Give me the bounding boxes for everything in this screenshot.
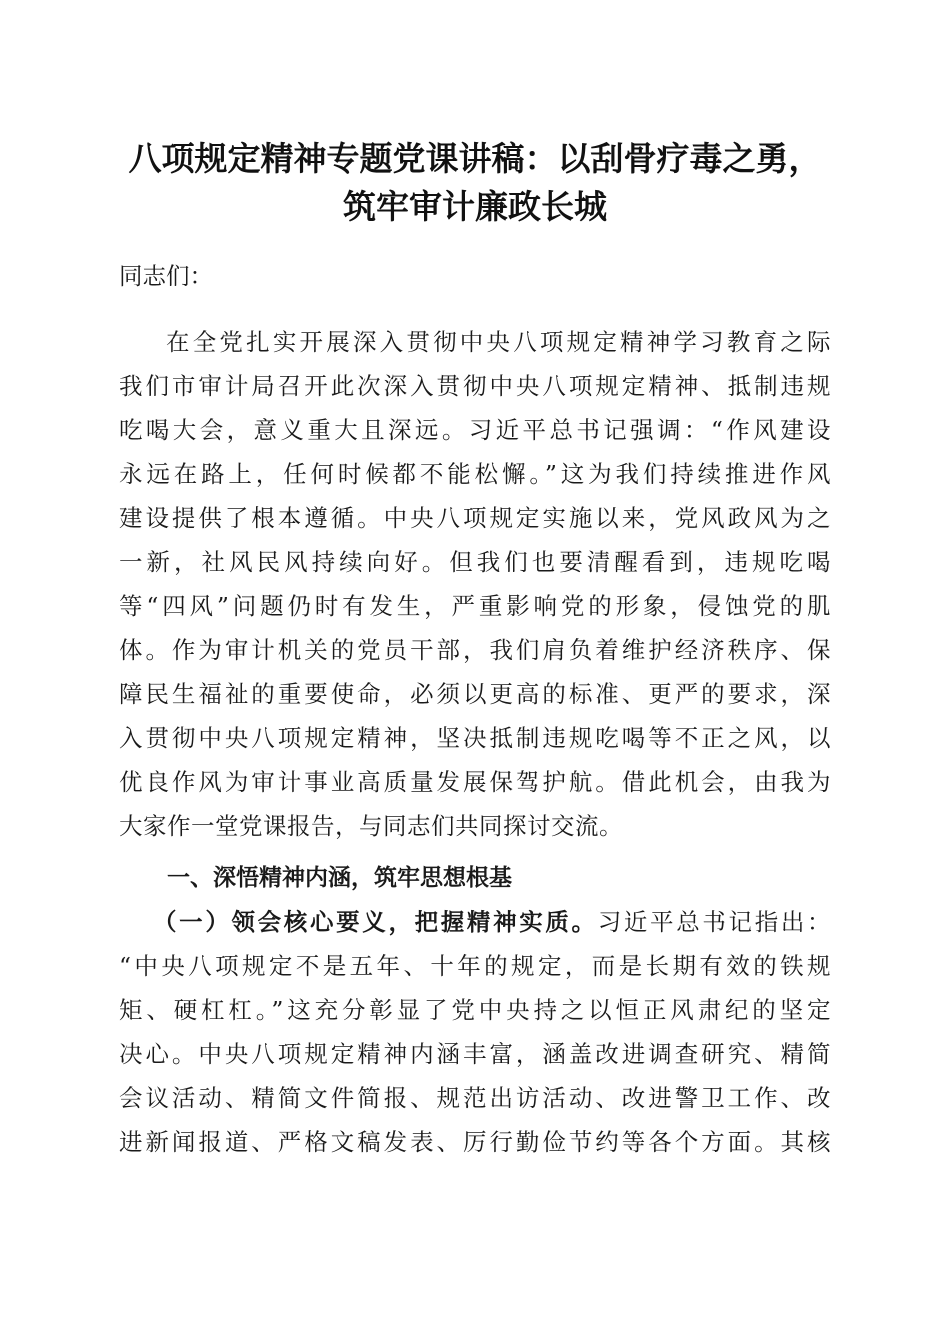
document-title-line-2: 筑牢审计廉政长城 — [343, 187, 607, 226]
subheading-lead: （一）领会核心要义，把握精神实质。 — [153, 908, 598, 936]
paragraph-line: 决心。中央八项规定精神内涵丰富，涵盖改进调查研究、精简 — [119, 1040, 831, 1068]
salutation: 同志们： — [119, 262, 213, 290]
paragraph-line: 吃喝大会，意义重大且深远。习近平总书记强调：“作风建设 — [119, 416, 831, 444]
paragraph-line: 永远在路上，任何时候都不能松懈。”这为我们持续推进作风 — [119, 460, 831, 488]
paragraph-line: 优良作风为审计事业高质量发展保驾护航。借此机会，由我为 — [119, 768, 831, 796]
paragraph-line: 建设提供了根本遵循。中央八项规定实施以来，党风政风为之 — [119, 504, 831, 532]
paragraph-line: 等“四风”问题仍时有发生，严重影响党的形象，侵蚀党的肌 — [119, 592, 831, 620]
paragraph-line: 一新，社风民风持续向好。但我们也要清醒看到，违规吃喝 — [119, 548, 831, 576]
paragraph-line: 大家作一堂党课报告，与同志们共同探讨交流。 — [119, 812, 623, 840]
paragraph-line-rest: 习近平总书记指出： — [597, 908, 832, 936]
document-title-line-1: 八项规定精神专题党课讲稿：以刮骨疗毒之勇， — [128, 139, 822, 178]
paragraph-line: 体。作为审计机关的党员干部，我们肩负着维护经济秩序、保 — [119, 636, 831, 664]
paragraph-line: “中央八项规定不是五年、十年的规定，而是长期有效的铁规 — [119, 952, 831, 980]
paragraph-line: 进新闻报道、严格文稿发表、厉行勤俭节约等各个方面。其核 — [119, 1128, 831, 1156]
paragraph-line: 我们市审计局召开此次深入贯彻中央八项规定精神、抵制违规 — [119, 372, 831, 400]
paragraph-line: 入贯彻中央八项规定精神，坚决抵制违规吃喝等不正之风，以 — [119, 724, 831, 752]
paragraph-line: 在全党扎实开展深入贯彻中央八项规定精神学习教育之际 — [166, 328, 831, 356]
paragraph-line: 会议活动、精简文件简报、规范出访活动、改进警卫工作、改 — [119, 1084, 831, 1112]
paragraph-intro — [119, 320, 831, 848]
paragraph-line — [119, 900, 831, 944]
paragraph-line: 矩、硬杠杠。”这充分彰显了党中央持之以恒正风肃纪的坚定 — [119, 996, 831, 1024]
paragraph-line: 障民生福祉的重要使命，必须以更高的标准、更严的要求，深 — [119, 680, 831, 708]
paragraph-core-meaning — [119, 900, 831, 1164]
section-heading-1: 一、深悟精神内涵，筑牢思想根基 — [167, 865, 512, 891]
